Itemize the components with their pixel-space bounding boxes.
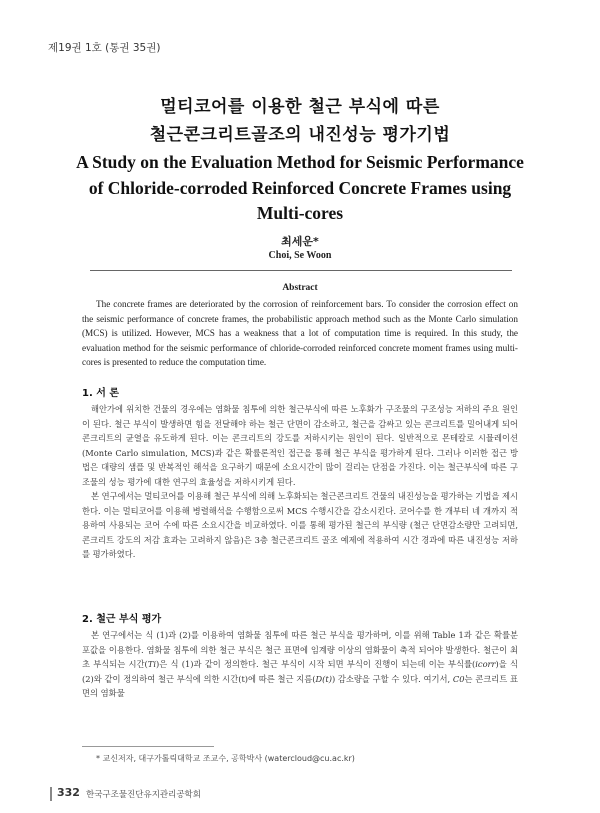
section-2-text-2: )은 식 (1)과 같이 정의한다. 철근 부식이 시작 되면 부식이 진행이 되는데 이는 부식률( — [155, 659, 476, 669]
english-title-line-1: A Study on the Evaluation Method for Seismic Performance — [76, 152, 524, 172]
journal-name: 한국구조물진단유지관리공학회 — [86, 790, 201, 800]
title-divider — [90, 270, 512, 271]
symbol-surface-chloride: C0 — [452, 673, 465, 684]
page-number-bar — [50, 787, 52, 801]
abstract-text: The concrete frames are deteriorated by the corrosion of reinforcement bars. To consider the corrosion effect on the seismic performance of concrete frames, the probabilistic approach method such as the Monte Carlo simulation (MCS) is utilized. However, MCS has a weakness that a lot of computation time is required. In this study, the evaluation method for the seismic performance of chloride-corroded reinforced concrete moment frames using multi-cores is presented to reduce the computation time. — [82, 299, 518, 368]
section-2-text-5: 는 콘크리트 표면의 염화물 — [82, 673, 518, 698]
footnote-divider — [82, 746, 214, 747]
section-1-paragraph-1: 해안가에 위치한 건물의 경우에는 염화물 침투에 의한 철근부식에 따른 노후화가 구조물의 구조성능 저하의 주요 원인이 된다. 철근 부식이 발생하면 힘을 전달해야 하는 철근 단면이 감소하고, 철근을 감싸고 있는 콘크리트를 밀어내게 되어 콘크리트의 균열을 유도하게 된다. 이는 콘크리트의 강도를 저하시키는 원인이 된다. 일반적으로 몬테칼로 시뮬레이션 (Monte Carlo simulation, MCS)과 같은 확률론적인 접근을 통해 철근 부식을 평가하게 된다. 그러나 이러한 접근 방법은 대량의 샘플 및 반복적인 해석을 요구하기 때문에 소요시간이 많이 걸리는 단점을 가진다. 이는 철근부식에 따른 구조물의 성능 평가에 대한 연구의 효율성을 저하시키게 된다. — [82, 404, 518, 487]
english-title — [60, 150, 540, 227]
symbol-corrosion-rate: icorr — [475, 659, 496, 669]
section-1-heading: 1. 서 론 — [82, 388, 120, 399]
corresponding-author-footnote: * 교신저자, 대구가톨릭대학교 조교수, 공학박사 (watercloud@cu.ac.kr) — [96, 754, 355, 763]
section-2-body — [82, 628, 518, 701]
korean-title — [0, 93, 600, 149]
section-1-paragraph-2: 본 연구에서는 멀티코어를 이용해 철근 부식에 의해 노후화되는 철근콘크리트 건물의 내진성능을 평가하는 기법을 제시한다. 이는 멀티코어를 이용해 병렬해석을 수행함으로써 MCS 수행시간을 감소시킨다. 코어수를 한 개부터 네 개까지 적용하여 사용되는 코어 수에 따른 소요시간을 비교하였다. 이를 통해 평가된 철근의 부식량 (철근 단면감소량만 고려되면, 콘크리트 강도의 저감 효과는 고려하지 않음)은 3층 철근콘크리트 골조 예제에 적용하여 시간 경과에 따른 내진성능 저하를 평가하였다. — [82, 491, 519, 559]
symbol-bar-diameter: D(t) — [315, 673, 332, 684]
page-number: 332 — [57, 786, 80, 799]
english-title-line-3: Multi-cores — [256, 203, 344, 223]
section-2-text-4: ) 감소량을 구할 수 있다. 여기서, — [331, 673, 453, 684]
author-name-english: Choi, Se Woon — [268, 250, 332, 261]
english-title-line-2: of Chloride-corroded Reinforced Concrete Frames using — [88, 177, 512, 198]
korean-title-line-2: 철근콘크리트골조의 내진성능 평가기법 — [149, 125, 451, 145]
abstract-heading: Abstract — [282, 283, 318, 293]
symbol-initiation-time: Ti — [147, 659, 156, 669]
section-2-text-3: )을 식 (2)와 같이 정의하여 철근 부식에 의한 시간(t)에 따른 철근 지름( — [82, 659, 518, 684]
section-1-body — [82, 402, 518, 562]
volume-header: 제19권 1호 (통권 35권) — [48, 42, 161, 54]
section-2-paragraph — [82, 628, 518, 701]
section-2-text-1: 본 연구에서는 식 (1)과 (2)를 이용하여 염화물 침투에 따른 철근 부식을 평가하며, 이를 위해 Table 1과 같은 확률분포값을 이용한다. 염화물 침투에 의한 철근 부식은 철근 표면에 임계량 이상의 염화물이 축적 되어야 발생한다. 철근이 최초 부식되는 시간( — [82, 630, 518, 669]
author-name-korean: 최세운* — [281, 235, 319, 248]
korean-title-line-1: 멀티코어를 이용한 철근 부식에 따른 — [160, 97, 440, 117]
section-2-heading: 2. 철근 부식 평가 — [82, 614, 162, 625]
